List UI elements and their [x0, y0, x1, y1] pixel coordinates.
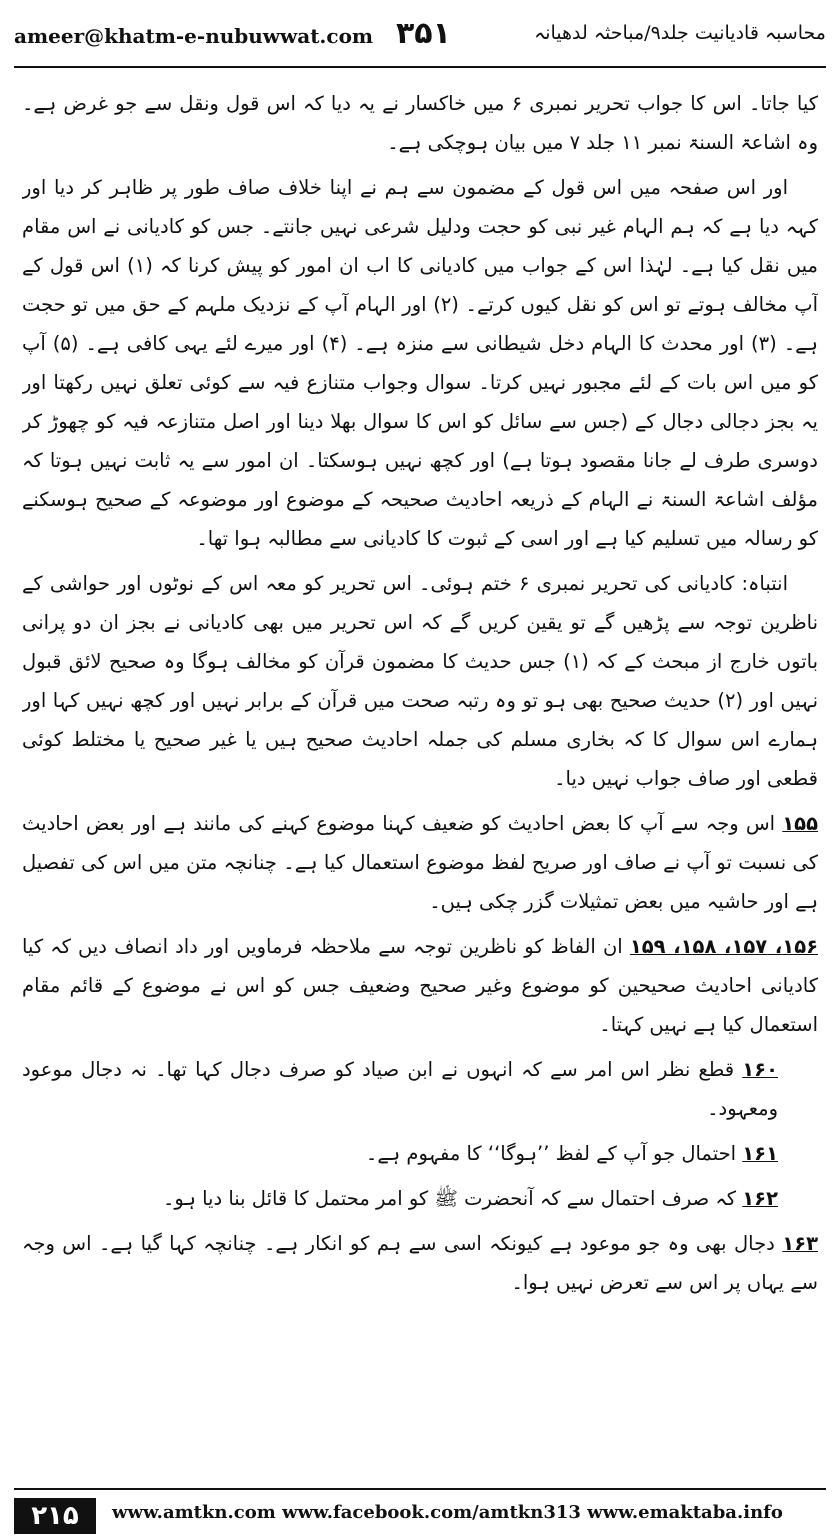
footnote-text: قطع نظر اس امر سے کہ انہوں نے ابن صیاد کو صرف دجال کہا تھا۔ نہ دجال موعود ومعہود۔: [22, 1058, 778, 1120]
page-footer: [0, 1488, 840, 1540]
header-email: ameer@khatm-e-nubuwwat.com: [14, 24, 374, 48]
footnote: [22, 804, 818, 921]
footnote-text: ان الفاظ کو ناظرین توجہ سے ملاحظہ فرماویں اور داد انصاف دیں کہ کیا کادیانی احادیث صحیحین کو موضوع وغیر صحیح وضعیف جس کو اس نے موضوع کے قائم مقام استعمال کیا ہے نہیں کہتا۔: [22, 935, 818, 1036]
footnote: [22, 927, 818, 1044]
footnote: [22, 1224, 818, 1302]
footnote: [22, 1134, 818, 1173]
page-header: [14, 14, 826, 64]
body-paragraph: کیا جاتا۔ اس کا جواب تحریر نمبری ۶ میں خاکسار نے یہ دیا کہ اس قول ونقل سے جو غرض ہے۔ وہ اشاعۃ السنۃ نمبر ۱۱ جلد ۷ میں بیان ہوچکی ہے۔: [22, 92, 818, 154]
header-book-title: محاسبہ قادیانیت جلد۹/مباحثہ لدھیانہ: [534, 22, 826, 44]
header-page-number: ۳۵۱: [396, 16, 451, 51]
footnote-number: ۱۶۱: [742, 1142, 778, 1165]
footnote-text: دجال بھی وہ جو موعود ہے کیونکہ اسی سے ہم کو انکار ہے۔ چنانچہ کہا گیا ہے۔ اس وجہ سے یہاں پر اس سے تعرض نہیں ہوا۔: [22, 1232, 818, 1294]
footnote: [22, 1050, 818, 1128]
body-paragraph: اور اس صفحہ میں اس قول کے مضمون سے ہم نے اپنا خلاف صاف طور پر ظاہر کر دیا اور کہہ دیا ہے کہ ہم الہام غیر نبی کو حجت ودلیل شرعی نہیں جانتے۔ جس کو کادیانی نے اس مقام میں نقل کیا ہے۔ لہٰذا اس کے جواب میں کادیانی کا اب ان امور کو پیش کرنا کہ (۱) اس قول کے آپ مخالف ہوتے تو اس کو نقل کیوں کرتے۔ (۲) اور الہام آپ کے نزدیک ملہم کے حق میں تو حجت ہے۔ (۳) اور محدث کا الہام دخل شیطانی سے منزہ ہے۔ (۴) اور میرے لئے یہی کافی ہے۔ (۵) آپ کو میں اس بات کے لئے مجبور نہیں کرتا۔ سوال وجواب متنازع فیہ سے کوئی تعلق نہیں رکھتا اور یہ بجز دجالی دجال کے (جس سے سائل کو اس کا سوال بھلا دینا اور اصل متنازعہ فیہ کو چھوڑ کر دوسری طرف لے جانا مقصود ہوتا ہے) اور کچھ نہیں ہوسکتا۔ ان امور سے یہ ثابت نہیں ہوتا کہ مؤلف اشاعۃ السنۃ نے الہام کے ذریعہ احادیث صحیحہ کے موضوع اور موضوعہ کے صحیح ہوسکنے کو رسالہ میں تسلیم کیا ہے اور اسی کے ثبوت کا کادیانی سے مطالبہ ہوا تھا۔: [22, 176, 818, 550]
footnote-text: اس وجہ سے آپ کا بعض احادیث کو ضعیف کہنا موضوع کہنے کی مانند ہے اور بعض احادیث کی نسبت تو آپ نے صاف اور صریح لفظ موضوع استعمال کیا ہے۔ چنانچہ متن میں اس کی تفصیل ہے اور حاشیہ میں بعض تمثیلات گزر چکی ہیں۔: [22, 812, 818, 913]
body-paragraph: انتباہ: کادیانی کی تحریر نمبری ۶ ختم ہوئی۔ اس تحریر کو معہ اس کے نوٹوں اور حواشی کے ناظرین توجہ سے پڑھیں گے تو یقین کریں گے کہ اس تحریر میں بھی کادیانی نے بجز ان دو پرانی باتوں خارج از مبحث کے کہ (۱) جس حدیث کا مضمون قرآن کو مخالف ہوگا وہ صحیح لائق قبول نہیں اور (۲) حدیث صحیح بھی ہو تو وہ رتبہ صحت میں قرآن کے برابر نہیں اور کچھ نہیں کہا اور ہمارے اس سوال کا کہ بخاری مسلم کی جملہ احادیث صحیح ہیں یا غیر صحیح یا مختلط کوئی قطعی اور صاف جواب نہیں دیا۔: [22, 572, 818, 790]
footnote-number: ۱۵۵: [782, 812, 818, 835]
footnote-number: ۱۶۰: [742, 1058, 778, 1081]
footnote-text: کہ صرف احتمال سے کہ آنحضرت ﷺ کو امر محتمل کا قائل بنا دیا ہو۔: [162, 1187, 737, 1210]
footnote-number: ۱۶۳: [782, 1232, 818, 1255]
footer-divider: [14, 1488, 826, 1490]
footnote-text: احتمال جو آپ کے لفظ ’’ہوگا‘‘ کا مفہوم ہے۔: [365, 1142, 737, 1165]
header-divider: [14, 66, 826, 68]
footnote-number: ۱۵۶، ۱۵۷، ۱۵۸، ۱۵۹: [629, 935, 818, 958]
page-body: [22, 84, 818, 1460]
footer-links: www.amtkn.com www.facebook.com/amtkn313 www.emaktaba.info: [112, 1502, 783, 1523]
footnote: [22, 1179, 818, 1218]
footnote-number: ۱۶۲: [742, 1187, 778, 1210]
footer-page-number: ۲۱۵: [14, 1498, 96, 1534]
